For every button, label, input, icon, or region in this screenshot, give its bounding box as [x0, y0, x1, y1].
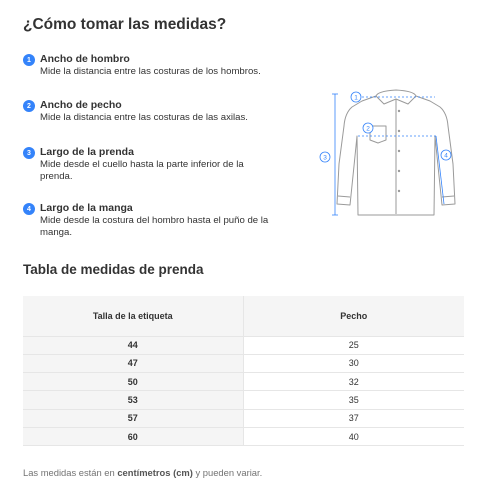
table-row [23, 427, 464, 445]
svg-text:3: 3 [323, 154, 327, 162]
table-header-row [23, 296, 464, 336]
shirt-illustration [337, 90, 455, 215]
shirt-buttons [398, 110, 400, 192]
measurement-note [23, 467, 262, 478]
step-number-badge: 2 [23, 100, 35, 112]
size-cell: 60 [23, 427, 243, 445]
table-row [23, 391, 464, 409]
size-table [23, 296, 464, 446]
step-title: Ancho de hombro [40, 53, 130, 65]
size-cell: 57 [23, 409, 243, 427]
size-cell: 44 [23, 336, 243, 354]
size-cell: 47 [23, 354, 243, 372]
chest-cell: 32 [243, 373, 464, 391]
step-number-badge: 3 [23, 147, 35, 159]
step-description: Mide la distancia entre las costuras de los hombros. [40, 66, 261, 77]
shirt-measurement-diagram [318, 86, 468, 222]
step-description: Mide desde la costura del hombro hasta el puño de la manga. [40, 215, 269, 238]
step-title: Largo de la manga [40, 202, 133, 214]
marker-3 [320, 152, 330, 162]
step-title: Largo de la prenda [40, 146, 134, 158]
svg-text:2: 2 [366, 125, 370, 133]
column-header-size-label: Talla de la etiqueta [23, 296, 243, 336]
table-row [23, 354, 464, 372]
svg-text:4: 4 [444, 152, 448, 160]
sleeve-line [436, 136, 444, 204]
table-row [23, 336, 464, 354]
chest-cell: 40 [243, 427, 464, 445]
page-title: ¿Cómo tomar las medidas? [23, 16, 227, 33]
chest-cell: 30 [243, 354, 464, 372]
svg-text:1: 1 [354, 94, 358, 102]
step-title: Ancho de pecho [40, 99, 122, 111]
table-row [23, 373, 464, 391]
chest-cell: 25 [243, 336, 464, 354]
chest-cell: 37 [243, 409, 464, 427]
size-cell: 53 [23, 391, 243, 409]
size-cell: 50 [23, 373, 243, 391]
marker-4 [441, 150, 451, 160]
marker-1 [351, 92, 361, 102]
step-description: Mide la distancia entre las costuras de las axilas. [40, 112, 248, 123]
column-header-chest: Pecho [243, 296, 464, 336]
note-unit: centímetros (cm) [117, 467, 193, 478]
table-row [23, 409, 464, 427]
marker-2 [363, 123, 373, 133]
step-number-badge: 1 [23, 54, 35, 66]
note-text-before: Las medidas están en [23, 467, 118, 478]
chest-cell: 35 [243, 391, 464, 409]
note-text-after: y pueden variar. [192, 467, 263, 478]
size-table-title: Tabla de medidas de prenda [23, 262, 204, 277]
step-number-badge: 4 [23, 203, 35, 215]
step-description: Mide desde el cuello hasta la parte inferior de la prenda. [40, 159, 244, 182]
